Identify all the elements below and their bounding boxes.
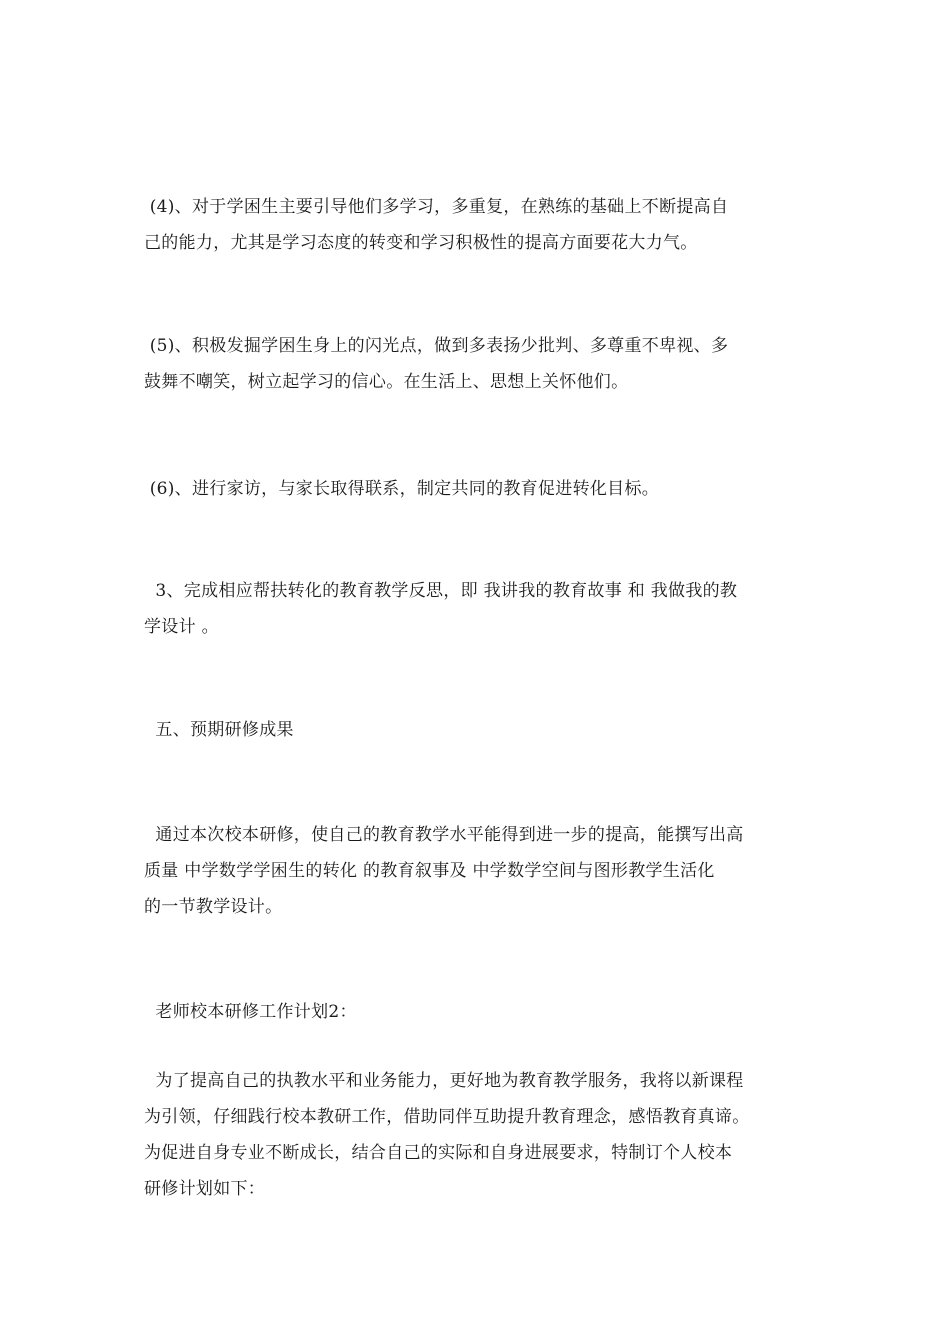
text-line: 鼓舞不嘲笑，树立起学习的信心。在生活上、思想上关怀他们。: [144, 372, 629, 392]
text-line: 己的能力，尤其是学习态度的转变和学习积极性的提高方面要花大力气。: [144, 233, 698, 253]
section-heading: 五、预期研修成果: [144, 720, 294, 740]
text-line: 的一节教学设计。: [144, 897, 283, 917]
text-line: 学设计 。: [144, 617, 219, 637]
text-line: 研修计划如下：: [144, 1179, 266, 1199]
text-line: 为引领，仔细践行校本教研工作，借助同伴互助提升教育理念，感悟教育真谛。: [144, 1107, 750, 1127]
text-line: (6)、进行家访，与家长取得联系，制定共同的教育促进转化目标。: [144, 479, 660, 499]
plan-heading: 老师校本研修工作计划2：: [144, 1002, 357, 1022]
text-line: 通过本次校本研修，使自己的教育教学水平能得到进一步的提高，能撰写出高: [144, 825, 744, 845]
text-line: 质量 中学数学学困生的转化 的教育叙事及 中学数学空间与图形教学生活化: [144, 861, 715, 881]
text-line: (4)、对于学困生主要引导他们多学习，多重复，在熟练的基础上不断提高自: [144, 197, 729, 217]
text-line: 3、完成相应帮扶转化的教育教学反思，即 我讲我的教育故事 和 我做我的教: [144, 581, 738, 601]
text-line: (5)、积极发掘学困生身上的闪光点，做到多表扬少批判、多尊重不卑视、多: [144, 336, 729, 356]
text-line: 为了提高自己的执教水平和业务能力，更好地为教育教学服务，我将以新课程: [144, 1071, 744, 1091]
text-line: 为促进自身专业不断成长，结合自己的实际和自身进展要求，特制订个人校本: [144, 1143, 733, 1163]
